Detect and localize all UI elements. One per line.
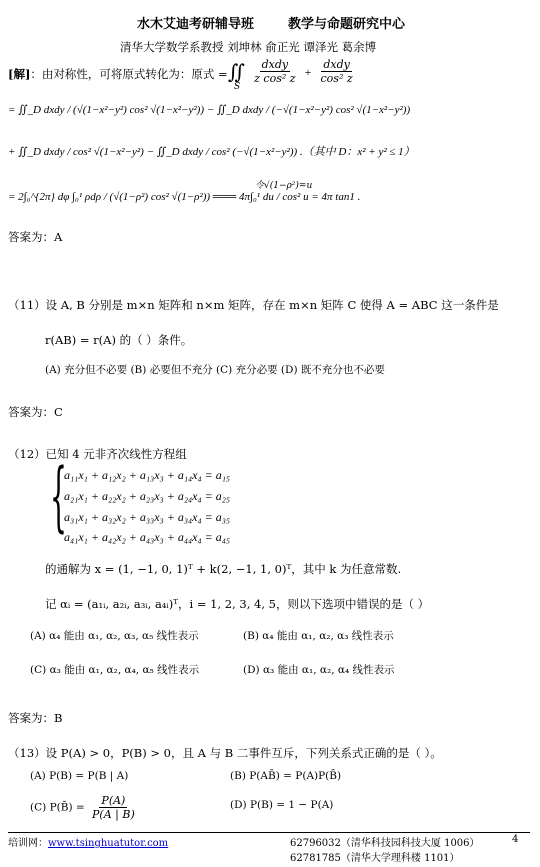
q10-line2: = ∬_D dxdy / (√(1−x²−y²) cos² √(1−x²−y²)) − ∬_D dxdy / (−√(1−x²−y²) cos² √(1−x²−y²)) (8, 104, 411, 116)
q11-stem-line2: r(AB) = r(A) 的（ ）条件。 (45, 333, 193, 347)
page-number: 4 (512, 834, 519, 845)
q10-answer: 答案为：A (8, 230, 63, 244)
q12-note: 记 αᵢ = (a₁ᵢ, a₂ᵢ, a₃ᵢ, a₄ᵢ)ᵀ，i = 1, 2, 3, 4, 5，则以下选项中错误的是（ ） (45, 597, 430, 611)
double-integral-icon: ∬ (228, 59, 246, 84)
q10-jie: [解] (8, 67, 31, 81)
q13-option-a: (A) P(B) = P(B | A) (30, 770, 129, 782)
q13-option-d: (D) P(B) = 1 − P(A) (230, 799, 334, 811)
q12-eq-4: a₄₁x₁ + a₄₂x₂ + a₄₃x₃ + a₄₄x₄ = a₄₅ (64, 530, 231, 544)
q12-option-b: (B) α₄ 能由 α₁, α₂, α₃ 线性表示 (243, 630, 394, 642)
q10-line3: + ∬_D dxdy / cos² √(1−x²−y²) − ∬_D dxdy / cos² (−√(1−x²−y²)) .（其中 D：x² + y² ≤ 1） (8, 146, 415, 158)
header-title-left: 水木艾迪考研辅导班 (137, 17, 255, 32)
footer-label: 培训网： (8, 838, 48, 849)
q12-option-d: (D) α₃ 能由 α₁, α₂, α₄ 线性表示 (243, 664, 395, 676)
header-title-right: 教学与命题研究中心 (288, 17, 406, 32)
q12-general-solution: 的通解为 x = (1, −1, 0, 1)ᵀ + k(2, −1, 1, 0)ᵀ，其中 k 为任意常数. (45, 562, 402, 576)
q12-answer: 答案为：B (8, 711, 63, 725)
q11-options: (A) 充分但不必要 (B) 必要但不充分 (C) 充分必要 (D) 既不充分也不必要 (45, 364, 385, 376)
q10-line1: ∬ $\frac{\text{dxdy}}{\text{z cos² z}}$ + $\frac{\text{dxdy}}{\text{cos² z}}$ S (228, 58, 353, 92)
q10-line1-frac1: $\frac{\text{dxdy}}{\text{z cos² z}}$ (254, 58, 296, 85)
q11-answer: 答案为：C (8, 405, 63, 419)
q12-option-a: (A) α₄ 能由 α₁, α₂, α₃, α₅ 线性表示 (30, 630, 199, 642)
footer-phone-1: 62796032（清华科技园科技大厦 1006） (290, 838, 480, 849)
q10-line1-frac2: $\frac{\text{dxdy}}{\text{cos² z}}$ (320, 58, 353, 85)
q13-stem: （13）设 P(A) > 0，P(B) > 0，且 A 与 B 二事件互斥，下列关系式正确的是（ ）。 (8, 746, 442, 760)
q12-eq-3: a₃₁x₁ + a₃₂x₂ + a₃₃x₃ + a₃₄x₄ = a₃₅ (64, 510, 231, 524)
q10-substitution: 令√(1−ρ²)=u (255, 181, 313, 191)
left-brace-icon: { (50, 451, 67, 540)
q11-stem-line1: （11）设 A, B 分别是 m×n 矩阵和 n×m 矩阵，存在 m×n 矩阵 C 使得 A = ABC 这一条件是 (8, 298, 499, 312)
q10-line4: = 2∫₀^{2π} dφ ∫₀¹ ρdρ / (√(1−ρ²) cos² √(1−ρ²)) ═══ 4π∫₀¹ du / cos² u = 4π tan1 . (8, 191, 361, 203)
header-authors: 清华大学数学系教授 刘坤林 俞正光 谭泽光 葛余博 (120, 40, 377, 54)
footer-url-link[interactable]: www.tsinghuatutor.com (48, 838, 169, 849)
q13-option-c-fraction: $\frac{P(A)}{P(A | B)}$ (92, 794, 135, 821)
footer-phone-2: 62781785（清华大学理科楼 1101） (290, 853, 460, 864)
q13-option-b: (B) P(AB̄) = P(A)P(B̄) (230, 770, 342, 782)
q10-intro (8, 66, 228, 82)
q12-stem: （12）已知 4 元非齐次线性方程组 (8, 447, 187, 461)
footer-site (8, 834, 168, 849)
q13-option-c: (C) P(B̄) = $\frac{P(A)}{P(A | B)}$ (30, 794, 135, 821)
q10-intro-text: ：由对称性，可将原式转化为：原式 = (30, 67, 228, 81)
q12-option-c: (C) α₃ 能由 α₁, α₂, α₄, α₅ 线性表示 (30, 664, 200, 676)
q12-eq-1: a₁₁x₁ + a₁₂x₂ + a₁₃x₃ + a₁₄x₄ = a₁₅ (64, 468, 231, 482)
q12-eq-2: a₂₁x₁ + a₂₂x₂ + a₂₃x₃ + a₂₄x₄ = a₂₅ (64, 489, 231, 503)
footer-divider (8, 832, 530, 833)
